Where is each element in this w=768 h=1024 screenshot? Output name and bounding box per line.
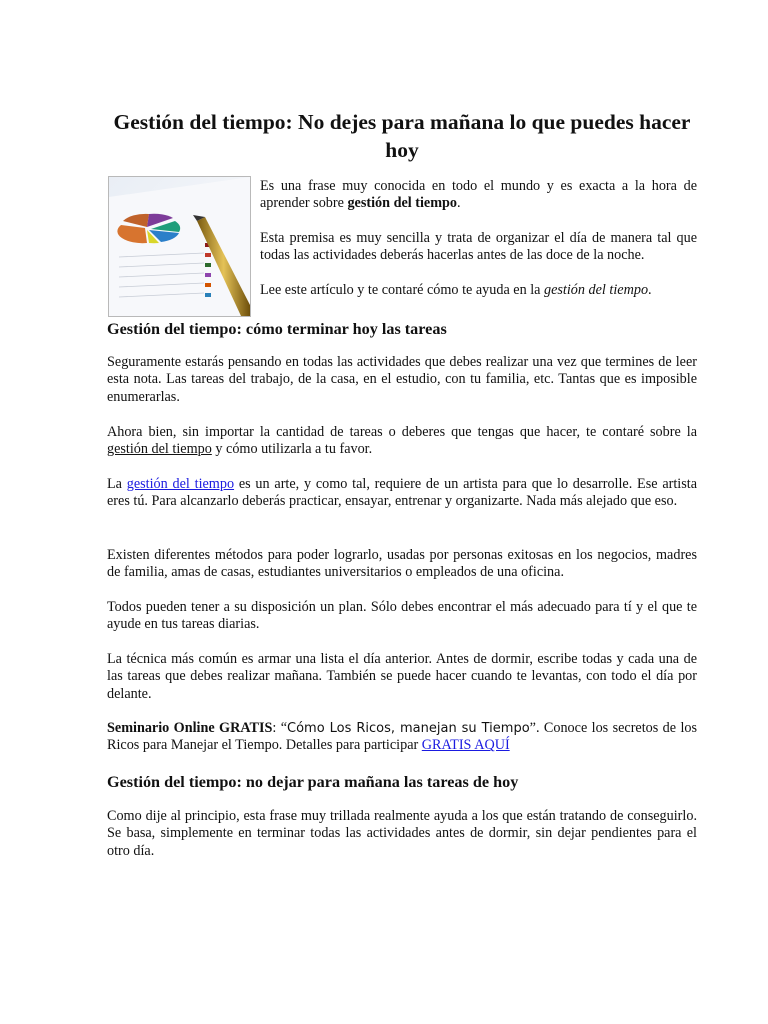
intro-paragraph-1: Es una frase muy conocida en todo el mundo y es exacta a la hora de aprender sobre gestión del tiempo. xyxy=(260,178,697,212)
section1-paragraph-2: Ahora bien, sin importar la cantidad de tareas o deberes que tengas que hacer, te contaré sobre la gestión del tiempo y cómo utilizarla a tu favor. xyxy=(107,424,697,458)
section1-paragraph-5: Todos pueden tener a su disposición un plan. Sólo debes encontrar el más adecuado para tí y el que te ayude en tus tareas diarias. xyxy=(107,599,697,633)
intro-paragraph-2: Esta premisa es muy sencilla y trata de organizar el día de manera tal que todas las actividades deberás hacerlas antes de las doce de la noche. xyxy=(260,230,697,264)
section-heading-2: Gestión del tiempo: no dejar para mañana las tareas de hoy xyxy=(107,773,519,791)
section1-paragraph-1: Seguramente estarás pensando en todas las actividades que debes realizar una vez que termines de leer esta nota. Las tareas del trabajo, de la casa, en el estudio, con tu familia, etc. Tantas que es imposible enumerarlas. xyxy=(107,354,697,405)
illustration-image xyxy=(109,177,250,316)
section1-paragraph-6: La técnica más común es armar una lista el día anterior. Antes de dormir, escribe todas y cada una de las tareas que debes realizar mañana. También se puede hacer cuando te levantas, con todo el día por delante. xyxy=(107,651,697,702)
pie-chart-and-pen-photo xyxy=(108,176,251,317)
section1-paragraph-4: Existen diferentes métodos para poder lograrlo, usadas por personas exitosas en los negocios, madres de familia, amas de casas, estudiantes universitarios o empleados de una oficina. xyxy=(107,547,697,581)
section-heading-1: Gestión del tiempo: cómo terminar hoy las tareas xyxy=(107,320,447,338)
gestion-del-tiempo-link[interactable]: gestión del tiempo xyxy=(126,476,235,492)
section1-paragraph-3: La gestión del tiempo es un arte, y como tal, requiere de un artista para que lo desarrolle. Ese artista eres tú. Para alcanzarlo deberás practicar, ensayar, entrenar y organizarte. Nada más alejado que eso. xyxy=(107,476,697,510)
section2-paragraph-1: Como dije al principio, esta frase muy trillada realmente ayuda a los que están tratando de conseguirlo. Se basa, simplemente en terminar todas las actividades antes de dormir, sin dejar pendientes para el otro día. xyxy=(107,808,697,859)
intro-paragraph-3: Lee este artículo y te contaré cómo te ayuda en la gestión del tiempo. xyxy=(260,282,652,298)
gratis-aqui-link[interactable]: GRATIS AQUÍ xyxy=(421,737,510,754)
page-title: Gestión del tiempo: No dejes para mañana lo que puedes hacer hoy xyxy=(113,110,691,162)
promo-paragraph: Seminario Online GRATIS: “Cómo Los Ricos, manejan su Tiempo”. Conoce los secretos de los Ricos para Manejar el Tiempo. Detalles para participar GRATIS AQUÍ xyxy=(107,720,697,754)
